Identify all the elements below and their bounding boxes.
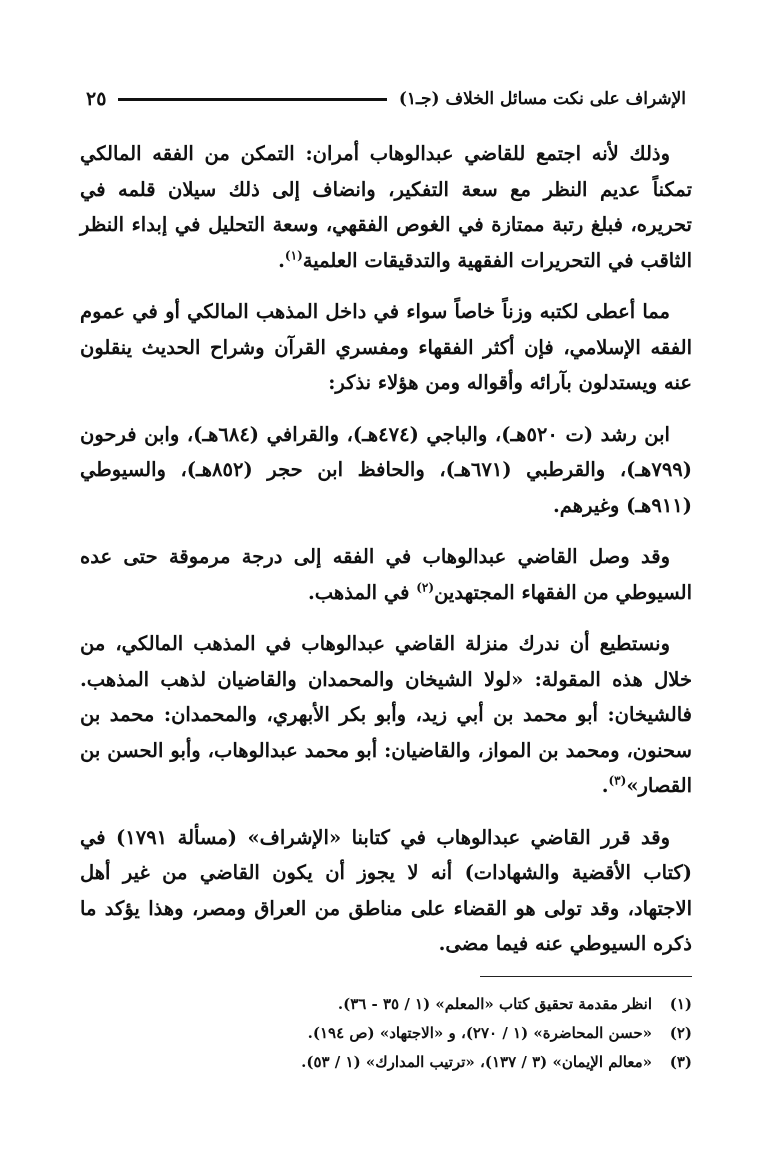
paragraph-4 [80, 539, 692, 610]
footnote-separator [480, 976, 692, 977]
footnote-ref: (١) [284, 248, 303, 262]
paragraph-2 [80, 294, 692, 401]
footnote-1 [100, 990, 692, 1019]
footnote-number: (١) [669, 995, 692, 1013]
footnote-2 [100, 1019, 692, 1048]
footnote-number: (٣) [669, 1053, 692, 1071]
paragraph-tail: . [601, 774, 609, 797]
paragraph-text: وقد قرر القاضي عبدالوهاب في كتابنا «الإشراف» (مسألة ١٧٩١) في (كتاب الأقضية والشهادات) أنه لا يجوز أن يكون القاضي من غير أهل الاجتهاد، وقد تولى هو القضاء على مناطق من العراق ومصر، وهذا يؤكد ما ذكره السيوطي عنه فيما مضى. [80, 825, 692, 955]
paragraph-text: وذلك لأنه اجتمع للقاضي عبدالوهاب أمران: التمكن من الفقه المالكي تمكناً عديم النظر مع سعة التفكير، وانضاف إلى ذلك سيلان قلمه في تحريره، فبلغ رتبة ممتازة في الغوص الفقهي، وسعة التحليل في إبداء النظر الثاقب في التحريرات الفقهية والتدقيقات العلمية [80, 142, 692, 272]
footnote-text: انظر مقدمة تحقيق كتاب «المعلم» (١ / ٣٥ - ٣٦). [337, 995, 652, 1013]
footnotes [100, 990, 692, 1077]
paragraph-text: ابن رشد (ت ٥٢٠هـ)، والباجي (٤٧٤هـ)، والقرافي (٦٨٤هـ)، وابن فرحون (٧٩٩هـ)، والقرطبي (٦٧١هـ)، والحافظ ابن حجر (٨٥٢هـ)، والسيوطي (٩١١هـ) وغيرهم. [80, 422, 692, 517]
paragraph-tail: . [278, 248, 285, 272]
paragraph-text: مما أعطى لكتبه وزناً خاصاً سواء في داخل المذهب المالكي أو في عموم الفقه الإسلامي، فإن أكثر الفقهاء ومفسري القرآن وشراح الحديث ينقلون عنه ويستدلون بآرائه وأقواله ومن هؤلاء نذكر: [80, 300, 692, 394]
page-number: ٢٥ [86, 88, 107, 110]
running-title: الإشراف على نكت مسائل الخلاف (جـ١) [398, 89, 686, 109]
page-body [80, 136, 692, 978]
footnote-text: «حسن المحاضرة» (١ / ٢٧٠)، و «الاجتهاد» (ص ١٩٤). [307, 1024, 652, 1042]
paragraph-3 [80, 417, 692, 524]
footnote-3 [100, 1048, 692, 1077]
footnote-ref: (٣) [608, 773, 627, 788]
page-header [86, 84, 686, 114]
footnote-ref: (٢) [416, 580, 435, 594]
footnote-text: «معالم الإيمان» (٣ / ١٣٧)، «ترتيب المدارك» (١ / ٥٣). [301, 1053, 652, 1071]
paragraph-1 [80, 136, 692, 278]
header-rule [118, 98, 386, 101]
paragraph-tail: في المذهب. [307, 580, 417, 604]
paragraph-text: ونستطيع أن ندرك منزلة القاضي عبدالوهاب في المذهب المالكي، من خلال هذه المقولة: «لولا الشيخان والمحمدان والقاضيان لذهب المذهب. فالشيخان: أبو محمد بن أبي زيد، وأبو بكر الأبهري، والمحمدان: محمد بن سحنون، ومحمد بن المواز، والقاضيان: أبو محمد عبدالوهاب، وأبو الحسن بن القصار» [80, 632, 692, 797]
footnote-number: (٢) [669, 1024, 692, 1042]
paragraph-text: وقد وصل القاضي عبدالوهاب في الفقه إلى درجة مرموقة حتى عده السيوطي من الفقهاء المجتهدين [80, 545, 692, 604]
paragraph-6 [80, 820, 692, 962]
paragraph-5 [80, 626, 692, 804]
